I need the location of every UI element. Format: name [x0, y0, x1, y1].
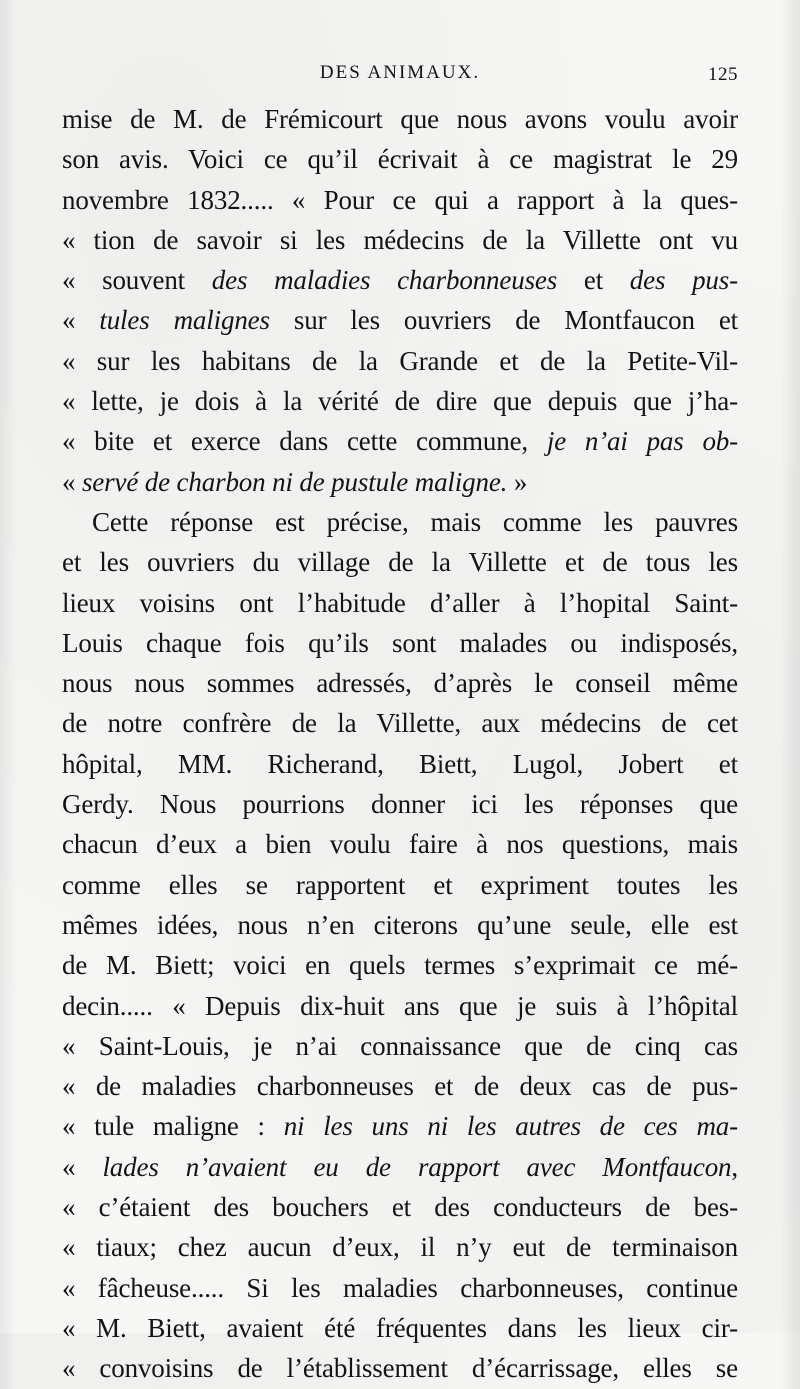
text-span: « [62, 466, 82, 497]
text-line [62, 300, 738, 340]
text-line [62, 542, 738, 582]
running-head [62, 62, 738, 96]
text-line [62, 986, 738, 1026]
text-line [62, 99, 738, 139]
text-span: « tiaux; chez aucun d’eux, il n’y eut de terminaison [62, 1232, 738, 1263]
text-line [62, 865, 738, 905]
text-span: « lette, je dois à la vérité de dire que depuis que j’ha- [62, 386, 738, 417]
text-span: et [557, 265, 630, 296]
text-span: « [62, 1151, 103, 1182]
text-line [62, 623, 738, 663]
text-span: « [62, 305, 100, 336]
text-span: , [731, 1151, 739, 1182]
text-line [62, 703, 738, 743]
text-span: Gerdy. Nous pourrions donner ici les réponses que [62, 789, 738, 820]
text-span: comme elles se rapportent et expriment toutes les [62, 869, 738, 900]
text-span: « sur les habitans de la Grande et de la Petite-Vil- [62, 345, 738, 376]
text-span: « c’étaient des bouchers et des conducteurs de bes- [62, 1192, 738, 1223]
text-line [62, 583, 738, 623]
text-span: « M. Biett, avaient été fréquentes dans les lieux cir- [62, 1312, 738, 1343]
text-span: decin..... « Depuis dix-huit ans que je suis à l’hôpital [62, 990, 738, 1021]
text-span: « bite et exerce dans cette commune, [62, 426, 547, 457]
text-span: « souvent [62, 265, 212, 296]
italic-text: des pus- [629, 265, 738, 296]
text-line [62, 462, 738, 502]
text-span: mise de M. de Frémicourt que nous avons voulu avoir [62, 104, 738, 134]
text-line [62, 1147, 738, 1187]
text-span: novembre 1832..... « Pour ce qui a rapport à la ques- [62, 184, 738, 215]
text-line [62, 502, 738, 542]
running-title: DES ANIMAUX. [319, 62, 481, 83]
page-number: 125 [708, 64, 738, 85]
text-line [62, 945, 738, 985]
text-line [62, 1066, 738, 1106]
text-span: « tule maligne : [62, 1111, 284, 1142]
italic-text: je n’ai pas ob- [546, 426, 738, 457]
text-span: » [507, 466, 528, 497]
italic-text: des maladies charbonneuses [211, 265, 558, 296]
text-span: chacun d’eux a bien voulu faire à nos questions, mais [62, 829, 738, 860]
text-line [62, 1308, 738, 1348]
text-line [62, 139, 738, 179]
text-span: son avis. Voici ce qu’il écrivait à ce magistrat le 29 [62, 144, 738, 175]
text-line [62, 220, 738, 260]
italic-text: tules malignes [99, 305, 270, 336]
text-line [62, 421, 738, 461]
text-span: Cette réponse est précise, mais comme les pauvres [92, 506, 738, 537]
body-text [62, 99, 738, 1389]
text-line [62, 1106, 738, 1146]
text-span: hôpital, MM. Richerand, Biett, Lugol, Jobert et [62, 748, 738, 779]
text-span: « Saint-Louis, je n’ai connaissance que de cinq cas [62, 1030, 738, 1061]
text-line [62, 905, 738, 945]
text-line [62, 260, 738, 300]
text-span: de notre confrère de la Villette, aux médecins de cet [62, 708, 738, 739]
text-line [62, 784, 738, 824]
italic-text: lades n’avaient eu de rapport avec Montfaucon [102, 1151, 732, 1182]
text-line [62, 1026, 738, 1066]
text-span: « de maladies charbonneuses et de deux cas de pus- [62, 1071, 738, 1102]
text-line [62, 1227, 738, 1267]
text-span: « fâcheuse..... Si les maladies charbonneuses, continue [62, 1272, 738, 1303]
text-line [62, 381, 738, 421]
text-span: « convoisins de l’établissement d’écarrissage, elles se [62, 1353, 738, 1384]
text-line [62, 341, 738, 381]
text-span: « tion de savoir si les médecins de la Villette ont vu [62, 224, 738, 255]
text-line [62, 1348, 738, 1388]
text-line [62, 663, 738, 703]
text-line [62, 744, 738, 784]
text-line [62, 1187, 738, 1227]
italic-text: ni les uns ni les autres de ces ma- [283, 1111, 738, 1142]
text-span: Louis chaque fois qu’ils sont malades ou indisposés, [62, 627, 738, 658]
italic-text: servé de charbon ni de pustule maligne. [81, 466, 508, 497]
text-span: sur les ouvriers de Montfaucon et [269, 305, 738, 336]
text-span: de M. Biett; voici en quels termes s’exprimait ce mé- [62, 950, 738, 981]
text-span: nous nous sommes adressés, d’après le conseil même [62, 668, 738, 699]
text-span: lieux voisins ont l’habitude d’aller à l’hopital Saint- [62, 587, 738, 618]
text-line [62, 1268, 738, 1308]
text-span: et les ouvriers du village de la Villette et de tous les [62, 547, 738, 578]
text-span: mêmes idées, nous n’en citerons qu’une seule, elle est [62, 909, 738, 940]
text-line [62, 824, 738, 864]
text-line [62, 180, 738, 220]
